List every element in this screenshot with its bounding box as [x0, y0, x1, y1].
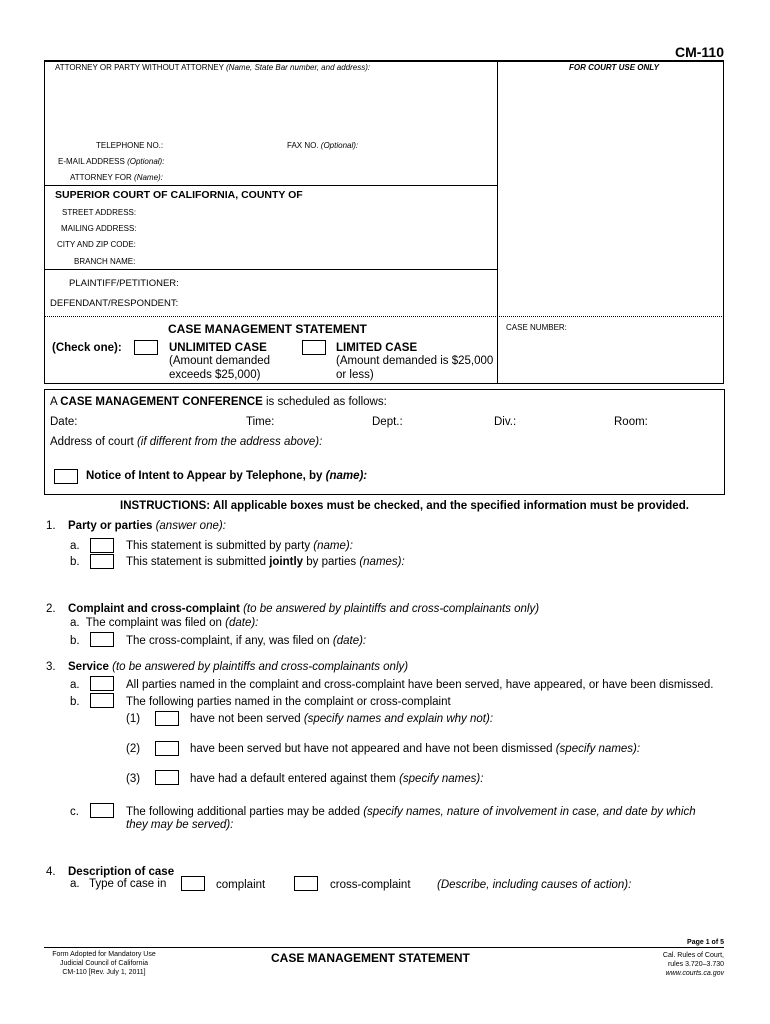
item3a-checkbox[interactable] [90, 676, 114, 691]
item2b-checkbox[interactable] [90, 632, 114, 647]
fax-label-text: FAX NO. [287, 141, 319, 150]
caption-left-border [44, 60, 45, 383]
item3b3-number: (3) [126, 773, 141, 785]
item4a-complaint-checkbox[interactable] [181, 876, 205, 891]
unlimited-case-line2: exceeds $25,000) [169, 369, 261, 381]
unlimited-case-title: UNLIMITED CASE [169, 342, 267, 354]
email-label [58, 157, 164, 166]
item1b-hint: (names): [359, 556, 405, 568]
item3-title: Service [68, 661, 109, 673]
telephone-appearance-hint: (name): [325, 470, 368, 482]
item2b-text [126, 635, 366, 647]
conference-dept-label: Dept.: [372, 416, 403, 428]
item1a-letter: a. [70, 540, 80, 552]
item3b1-text-main: have not been served [190, 713, 301, 725]
item3b1-number: (1) [126, 713, 141, 725]
footer-rules [663, 951, 724, 978]
court-address-label [50, 436, 322, 448]
item2a-text: The complaint was filed on [85, 617, 222, 629]
street-address-label: STREET ADDRESS: [62, 208, 137, 217]
case-number-label: CASE NUMBER: [506, 323, 567, 332]
item2-number: 2. [46, 603, 56, 615]
attorney-for-label [70, 173, 163, 182]
defendant-label: DEFENDANT/RESPONDENT: [50, 298, 179, 309]
court-title: SUPERIOR COURT OF CALIFORNIA, COUNTY OF [55, 189, 303, 201]
item3a-letter: a. [70, 679, 80, 691]
footer-title: CASE MANAGEMENT STATEMENT [271, 951, 470, 965]
item3-hint: (to be answered by plaintiffs and cross-complainants only) [112, 661, 409, 673]
item4a-text: Type of case in [88, 878, 167, 890]
item3b1-text [190, 713, 493, 725]
item2b-hint: (date): [332, 635, 367, 647]
footer-adopted-line2: Judicial Council of California [60, 960, 148, 967]
footer-rules-line1: Cal. Rules of Court, [662, 952, 724, 959]
caption-bottom-border [44, 383, 724, 384]
item4a-cross-complaint-label: cross-complaint [330, 879, 411, 891]
attorney-label-text: ATTORNEY OR PARTY WITHOUT ATTORNEY [55, 63, 224, 72]
item3b1-checkbox[interactable] [155, 711, 179, 726]
item1b-text-jointly: jointly [269, 556, 304, 568]
telephone-label: TELEPHONE NO.: [96, 141, 164, 150]
footer-adopted-line1: Form Adopted for Mandatory Use [52, 951, 156, 958]
court-use-label: FOR COURT USE ONLY [569, 63, 659, 72]
attorney-label [55, 63, 370, 72]
limited-case-checkbox[interactable] [302, 340, 326, 355]
item4-number: 4. [46, 866, 56, 878]
item2a-letter: a. [70, 617, 80, 629]
conference-date-label: Date: [50, 416, 78, 428]
caption-top-border-2 [44, 61, 724, 62]
check-one-label: (Check one): [52, 342, 122, 354]
item3b2-text-main: have been served but have not appeared and have not been dismissed [190, 743, 553, 755]
item3c-checkbox[interactable] [90, 803, 114, 818]
form-title: CASE MANAGEMENT STATEMENT [168, 322, 367, 336]
unlimited-case-checkbox[interactable] [134, 340, 158, 355]
item4a-line [70, 878, 166, 890]
item3c-hint1: (specify names, nature of involvement in case, and date by which [363, 806, 696, 818]
plaintiff-label: PLAINTIFF/PETITIONER: [69, 278, 179, 289]
caption-right-border [723, 60, 724, 383]
attorney-for-hint: (Name): [134, 173, 163, 182]
item2-title: Complaint and cross-complaint [68, 603, 240, 615]
item3-number: 3. [46, 661, 56, 673]
item4a-letter: a. [70, 878, 80, 890]
item3c-letter: c. [70, 806, 79, 818]
item3b3-text-main: have had a default entered against them [190, 773, 396, 785]
attorney-label-hint: (Name, State Bar number, and address): [226, 63, 371, 72]
item4-title: Description of case [68, 866, 175, 878]
item3b-text: The following parties named in the complaint or cross-complaint [126, 696, 451, 708]
conference-intro-c: is scheduled as follows: [266, 396, 387, 408]
fax-label-hint: (Optional): [320, 141, 359, 150]
conference-intro [50, 396, 387, 408]
parties-title-divider [44, 316, 724, 317]
item1-number: 1. [46, 520, 56, 532]
item3a-text: All parties named in the complaint and cross-complaint have been served, have appeared, or have been dismissed. [126, 679, 714, 691]
item2a-hint: (date): [225, 617, 259, 629]
footer-website[interactable]: www.courts.ca.gov [665, 970, 724, 977]
footer-rule [44, 947, 724, 948]
attorney-for-text: ATTORNEY FOR [70, 173, 132, 182]
unlimited-case-line1: (Amount demanded [169, 355, 271, 367]
conference-intro-a: A [50, 396, 58, 408]
item3-heading [68, 661, 408, 673]
item2b-text-main: The cross-complaint, if any, was filed on [126, 635, 330, 647]
email-label-text: E-MAIL ADDRESS [58, 157, 125, 166]
telephone-appearance-checkbox[interactable] [54, 469, 78, 484]
conference-intro-b: CASE MANAGEMENT CONFERENCE [60, 396, 263, 408]
city-zip-label: CITY AND ZIP CODE: [57, 240, 136, 249]
item3b3-hint: (specify names): [399, 773, 484, 785]
item3b3-checkbox[interactable] [155, 770, 179, 785]
footer-rules-line2: rules 3.720–3.730 [667, 961, 724, 968]
conference-room-label: Room: [614, 416, 648, 428]
item1-hint: (answer one): [155, 520, 226, 532]
footer-adopted [44, 950, 164, 977]
item3b2-hint: (specify names): [555, 743, 641, 755]
item2-hint: (to be answered by plaintiffs and cross-complainants only) [243, 603, 540, 615]
limited-case-line1: (Amount demanded is $25,000 [336, 355, 494, 367]
item2b-letter: b. [70, 635, 80, 647]
item2a-line [70, 617, 258, 629]
item1a-hint: (name): [313, 540, 353, 552]
email-label-hint: (Optional): [127, 157, 165, 166]
mailing-address-label: MAILING ADDRESS: [61, 224, 137, 233]
telephone-appearance-label [86, 470, 367, 482]
item4a-hint: (Describe, including causes of action): [437, 879, 632, 891]
court-address-hint: (if different from the address above): [136, 436, 323, 448]
attorney-court-divider [44, 185, 497, 186]
item1-heading [68, 520, 226, 532]
item3b-checkbox[interactable] [90, 693, 114, 708]
item3b2-text [190, 743, 640, 755]
footer-adopted-line3: CM-110 [Rev. July 1, 2011] [62, 969, 146, 976]
conference-time-label: Time: [246, 416, 275, 428]
item4a-cross-complaint-checkbox[interactable] [294, 876, 318, 891]
item1a-text-main: This statement is submitted by party [126, 540, 311, 552]
item1b-text-c: by parties [306, 556, 357, 568]
item3c-text-main: The following additional parties may be added [126, 806, 360, 818]
fax-label [287, 141, 358, 150]
item3c-text [126, 806, 696, 818]
item3b2-number: (2) [126, 743, 141, 755]
item3b1-hint: (specify names and explain why not): [303, 713, 494, 725]
page-number: Page 1 of 5 [687, 939, 724, 946]
caption-divider [497, 60, 498, 383]
item3b-letter: b. [70, 696, 80, 708]
court-address-text: Address of court [50, 436, 134, 448]
item1b-text-a: This statement is submitted [126, 556, 266, 568]
branch-name-label: BRANCH NAME: [74, 257, 136, 266]
telephone-appearance-text: Notice of Intent to Appear by Telephone, by [86, 470, 323, 482]
item1b-letter: b. [70, 556, 80, 568]
court-parties-divider [44, 269, 497, 270]
item1a-text [126, 540, 353, 552]
limited-case-title: LIMITED CASE [336, 342, 418, 354]
item1a-checkbox[interactable] [90, 538, 114, 553]
conference-div-label: Div.: [494, 416, 517, 428]
item1-title: Party or parties [68, 520, 153, 532]
item3c-hint2: they may be served): [126, 819, 234, 831]
item3b2-checkbox[interactable] [155, 741, 179, 756]
item3b3-text [190, 773, 483, 785]
form-id: CM-110 [674, 44, 724, 60]
item1b-checkbox[interactable] [90, 554, 114, 569]
item2-heading [68, 603, 539, 615]
limited-case-line2: or less) [336, 369, 374, 381]
instructions: INSTRUCTIONS: All applicable boxes must be checked, and the specified information must be provided. [120, 500, 689, 512]
item1b-text [126, 556, 405, 568]
item4a-complaint-label: complaint [216, 879, 266, 891]
